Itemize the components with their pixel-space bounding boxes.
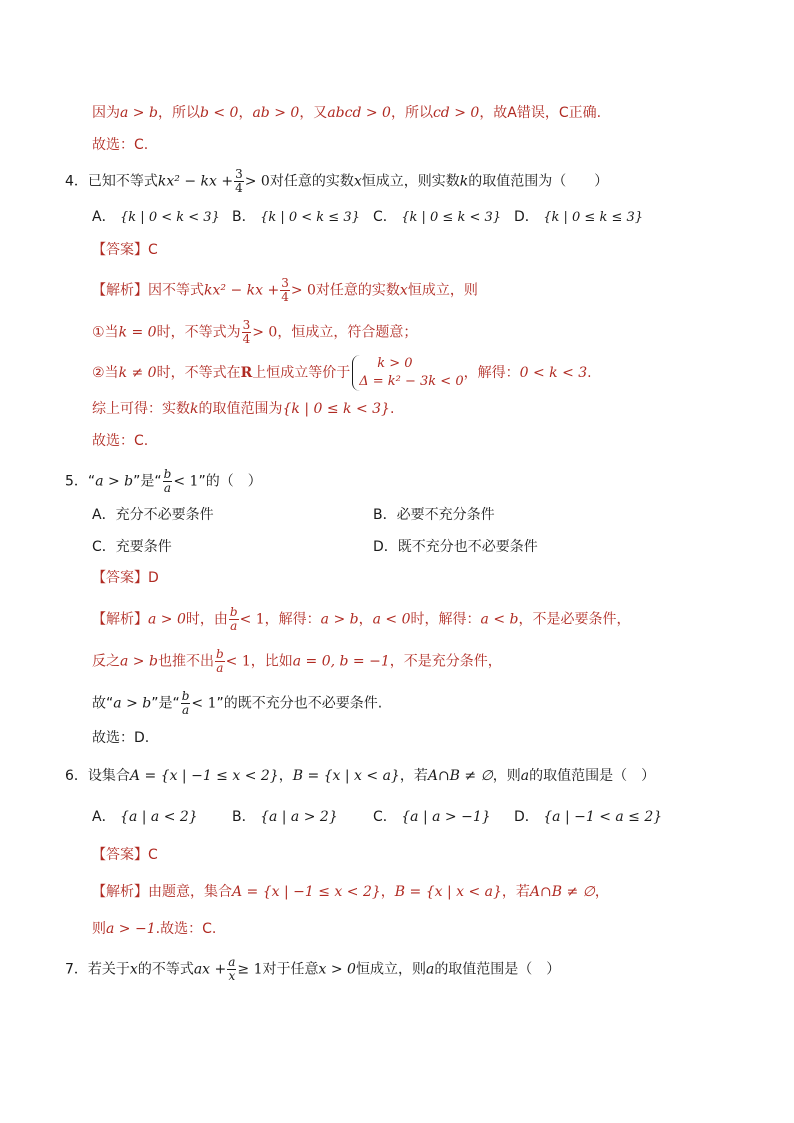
q4-analysis-1: 【解析】因不等式kx² − kx + $\frac{3}{4}$ > 0对任意的实数x恒成立，则: [92, 276, 478, 304]
q7-fraction: $\frac{a}{x}$: [228, 955, 236, 983]
prev-analysis-line: 因为a > b，所以b < 0，ab > 0，又abcd > 0，所以cd > 0，故A错误，C正确.: [92, 105, 602, 121]
q6-analysis-1: 【解析】由题意，集合A = {x | −1 ≤ x < 2}，B = {x | x < a}，若A∩B ≠ ∅，: [92, 884, 609, 900]
q7-stem: 7．若关于x的不等式ax + $\frac{a}{x}$ ≥ 1对于任意x > 0恒成立，则a的取值范围是（ ）: [65, 955, 561, 983]
q5-analysis-1: 【解析】a > 0时，由 $\frac{b}{a}$ < 1，解得：a > b，a < 0时，解得：a < b，不是必要条件，: [92, 605, 631, 633]
q4-option-c[interactable]: C． {k | 0 ≤ k < 3}: [373, 209, 502, 225]
q4-analysis-4: 综上可得：实数k的取值范围为{k | 0 ≤ k < 3}.: [92, 401, 395, 417]
q6-analysis-2: 则a > −1.故选：C.: [92, 921, 217, 937]
q5-conclusion: 故选：D.: [92, 730, 150, 746]
q5-option-d[interactable]: D．既不充分也不必要条件: [373, 539, 538, 555]
q4-analysis-3: ②当k ≠ 0时，不等式在R上恒成立等价于 k > 0 Δ = k² − 3k < 0 ，解得：0 < k < 3.: [92, 356, 592, 389]
q5-option-c[interactable]: C．充要条件: [92, 539, 172, 555]
q5-analysis-2: 反之a > b也推不出 $\frac{b}{a}$ < 1，比如a = 0, b = −1，不是充分条件，: [92, 647, 502, 675]
q5-fraction: $\frac{b}{a}$: [163, 467, 172, 495]
q4-option-d[interactable]: D． {k | 0 ≤ k ≤ 3}: [514, 209, 644, 225]
q4-stem: 4．已知不等式kx² − kx + $\frac{3}{4}$ > 0对任意的实数x恒成立，则实数k的取值范围为（ ）: [65, 167, 609, 195]
q5-stem: 5．“a > b”是“ $\frac{b}{a}$ < 1”的（ ）: [65, 467, 262, 495]
q5-analysis-fraction-1: $\frac{b}{a}$: [229, 605, 238, 633]
q4-analysis-fraction: $\frac{3}{4}$: [281, 276, 289, 304]
q6-option-c[interactable]: C． {a | a > −1}: [373, 809, 491, 825]
q6-option-b[interactable]: B． {a | a > 2}: [232, 809, 338, 825]
q5-answer: 【答案】D: [92, 570, 159, 586]
q6-answer: 【答案】C: [92, 847, 158, 863]
q5-analysis-3: 故“a > b”是“ $\frac{b}{a}$ < 1”的既不充分也不必要条件.: [92, 689, 383, 717]
prev-conclusion: 故选：C.: [92, 137, 149, 153]
q4-option-a[interactable]: A． {k | 0 < k < 3}: [92, 209, 220, 225]
q5-option-a[interactable]: A．充分不必要条件: [92, 507, 214, 523]
q5-analysis-fraction-2: $\frac{b}{a}$: [215, 647, 224, 675]
q4-answer: 【答案】C: [92, 242, 158, 258]
q4-inequality-system: k > 0 Δ = k² − 3k < 0: [352, 355, 463, 391]
q4-analysis-2: ①当k = 0时，不等式为 $\frac{3}{4}$ > 0，恒成立，符合题意；: [92, 318, 418, 346]
q6-stem: 6．设集合A = {x | −1 ≤ x < 2}，B = {x | x < a}，若A∩B ≠ ∅，则a的取值范围是（ ）: [65, 768, 656, 784]
q6-option-a[interactable]: A． {a | a < 2}: [92, 809, 198, 825]
q5-analysis-fraction-3: $\frac{b}{a}$: [181, 689, 190, 717]
q4-conclusion: 故选：C.: [92, 433, 149, 449]
q4-fraction: $\frac{3}{4}$: [235, 167, 243, 195]
q4-option-b[interactable]: B． {k | 0 < k ≤ 3}: [232, 209, 360, 225]
q4-case1-fraction: $\frac{3}{4}$: [242, 318, 251, 346]
q5-option-b[interactable]: B．必要不充分条件: [373, 507, 495, 523]
q6-option-d[interactable]: D． {a | −1 < a ≤ 2}: [514, 809, 663, 825]
